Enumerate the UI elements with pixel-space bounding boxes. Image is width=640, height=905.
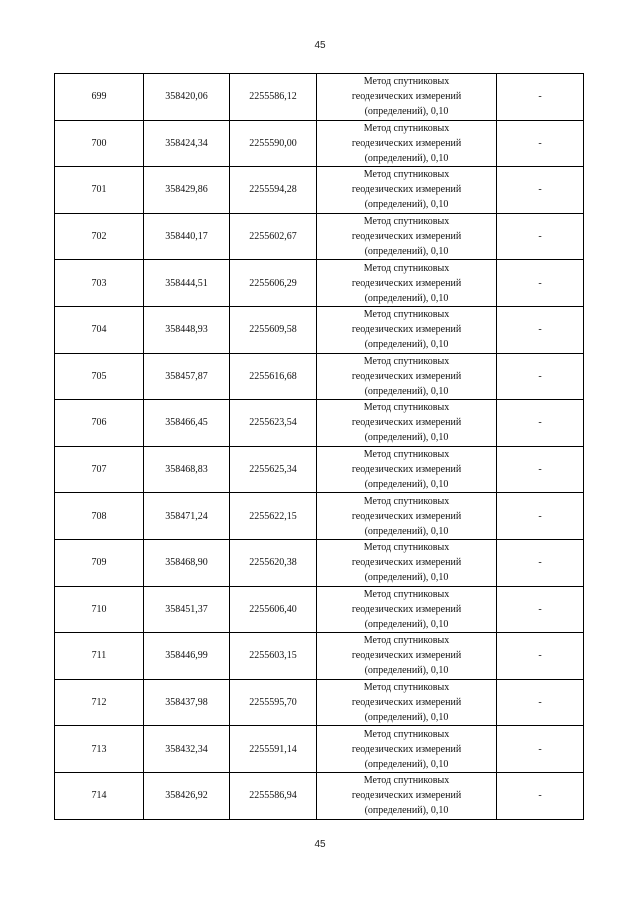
- method-cell: [317, 167, 497, 214]
- method-line: геодезических измерений: [351, 510, 462, 522]
- page-number-top: 45: [314, 40, 326, 51]
- method-line: (определений), 0,10: [364, 758, 449, 770]
- method-line: геодезических измерений: [351, 184, 462, 196]
- method-line: Метод спутниковых: [363, 309, 450, 321]
- method-line: Метод спутниковых: [363, 355, 450, 367]
- table-row: [55, 446, 584, 493]
- y-coordinate-cell: 2255591,14: [230, 726, 317, 773]
- table-row: [55, 74, 584, 121]
- method-line: геодезических измерений: [351, 743, 462, 755]
- note-cell: -: [497, 679, 584, 726]
- method-line: геодезических измерений: [351, 603, 462, 615]
- x-coordinate-cell: 358444,51: [144, 260, 230, 307]
- method-line: Метод спутниковых: [363, 542, 450, 554]
- x-coordinate-cell: 358429,86: [144, 167, 230, 214]
- note-cell: -: [497, 772, 584, 819]
- note-cell: -: [497, 539, 584, 586]
- point-number-cell: 704: [55, 306, 144, 353]
- method-line: (определений), 0,10: [364, 525, 449, 537]
- table-row: [55, 353, 584, 400]
- note-cell: -: [497, 586, 584, 633]
- x-coordinate-cell: 358468,83: [144, 446, 230, 493]
- method-cell: [317, 586, 497, 633]
- method-cell: [317, 493, 497, 540]
- y-coordinate-cell: 2255602,67: [230, 213, 317, 260]
- table-row: [55, 400, 584, 447]
- table-row: [55, 539, 584, 586]
- y-coordinate-cell: 2255609,58: [230, 306, 317, 353]
- y-coordinate-cell: 2255620,38: [230, 539, 317, 586]
- point-number-cell: 709: [55, 539, 144, 586]
- method-line: геодезических измерений: [351, 231, 462, 243]
- method-line: геодезических измерений: [351, 464, 462, 476]
- point-number-cell: 702: [55, 213, 144, 260]
- method-line: Метод спутниковых: [363, 76, 450, 88]
- method-line: геодезических измерений: [351, 417, 462, 429]
- method-cell: [317, 679, 497, 726]
- method-cell: [317, 539, 497, 586]
- x-coordinate-cell: 358424,34: [144, 120, 230, 167]
- method-cell: [317, 446, 497, 493]
- point-number-cell: 710: [55, 586, 144, 633]
- note-cell: -: [497, 260, 584, 307]
- table-row: [55, 493, 584, 540]
- method-line: (определений), 0,10: [364, 339, 449, 351]
- method-cell: [317, 213, 497, 260]
- method-line: геодезических измерений: [351, 324, 462, 336]
- method-cell: [317, 74, 497, 121]
- x-coordinate-cell: 358471,24: [144, 493, 230, 540]
- note-cell: -: [497, 446, 584, 493]
- note-cell: -: [497, 306, 584, 353]
- method-line: геодезических измерений: [351, 790, 462, 802]
- note-cell: -: [497, 400, 584, 447]
- method-line: Метод спутниковых: [363, 588, 450, 600]
- method-line: (определений), 0,10: [364, 805, 449, 817]
- note-cell: -: [497, 213, 584, 260]
- point-number-cell: 703: [55, 260, 144, 307]
- method-line: Метод спутниковых: [363, 775, 450, 787]
- y-coordinate-cell: 2255603,15: [230, 633, 317, 680]
- method-line: Метод спутниковых: [363, 449, 450, 461]
- table-row: [55, 586, 584, 633]
- method-line: Метод спутниковых: [363, 682, 450, 694]
- method-line: Метод спутниковых: [363, 169, 450, 181]
- table-row: [55, 167, 584, 214]
- x-coordinate-cell: 358451,37: [144, 586, 230, 633]
- y-coordinate-cell: 2255595,70: [230, 679, 317, 726]
- point-number-cell: 713: [55, 726, 144, 773]
- y-coordinate-cell: 2255586,12: [230, 74, 317, 121]
- point-number-cell: 700: [55, 120, 144, 167]
- x-coordinate-cell: 358466,45: [144, 400, 230, 447]
- y-coordinate-cell: 2255623,54: [230, 400, 317, 447]
- method-cell: [317, 306, 497, 353]
- table-row: [55, 726, 584, 773]
- method-line: (определений), 0,10: [364, 479, 449, 491]
- point-number-cell: 705: [55, 353, 144, 400]
- x-coordinate-cell: 358432,34: [144, 726, 230, 773]
- x-coordinate-cell: 358457,87: [144, 353, 230, 400]
- point-number-cell: 706: [55, 400, 144, 447]
- table-row: [55, 633, 584, 680]
- method-line: геодезических измерений: [351, 91, 462, 103]
- y-coordinate-cell: 2255590,00: [230, 120, 317, 167]
- method-line: (определений), 0,10: [364, 246, 449, 258]
- note-cell: -: [497, 120, 584, 167]
- table-row: [55, 260, 584, 307]
- method-cell: [317, 726, 497, 773]
- y-coordinate-cell: 2255622,15: [230, 493, 317, 540]
- table-row: [55, 679, 584, 726]
- method-line: (определений), 0,10: [364, 106, 449, 118]
- table-row: [55, 120, 584, 167]
- coordinates-table-body: [55, 74, 584, 820]
- method-line: Метод спутниковых: [363, 635, 450, 647]
- x-coordinate-cell: 358440,17: [144, 213, 230, 260]
- method-line: геодезических измерений: [351, 650, 462, 662]
- x-coordinate-cell: 358468,90: [144, 539, 230, 586]
- note-cell: -: [497, 353, 584, 400]
- method-cell: [317, 633, 497, 680]
- method-line: Метод спутниковых: [363, 728, 450, 740]
- method-line: геодезических измерений: [351, 697, 462, 709]
- method-line: Метод спутниковых: [363, 262, 450, 274]
- note-cell: -: [497, 633, 584, 680]
- page-number-bottom: 45: [314, 839, 326, 850]
- method-cell: [317, 260, 497, 307]
- method-cell: [317, 772, 497, 819]
- method-line: (определений), 0,10: [364, 292, 449, 304]
- point-number-cell: 712: [55, 679, 144, 726]
- method-cell: [317, 120, 497, 167]
- note-cell: -: [497, 167, 584, 214]
- method-line: Метод спутниковых: [363, 495, 450, 507]
- point-number-cell: 708: [55, 493, 144, 540]
- method-line: (определений), 0,10: [364, 432, 449, 444]
- point-number-cell: 714: [55, 772, 144, 819]
- method-line: геодезических измерений: [351, 277, 462, 289]
- y-coordinate-cell: 2255616,68: [230, 353, 317, 400]
- method-cell: [317, 353, 497, 400]
- method-line: геодезических измерений: [351, 370, 462, 382]
- point-number-cell: 711: [55, 633, 144, 680]
- y-coordinate-cell: 2255586,94: [230, 772, 317, 819]
- y-coordinate-cell: 2255606,29: [230, 260, 317, 307]
- method-line: (определений), 0,10: [364, 665, 449, 677]
- x-coordinate-cell: 358426,92: [144, 772, 230, 819]
- x-coordinate-cell: 358437,98: [144, 679, 230, 726]
- note-cell: -: [497, 493, 584, 540]
- y-coordinate-cell: 2255606,40: [230, 586, 317, 633]
- x-coordinate-cell: 358448,93: [144, 306, 230, 353]
- method-line: (определений), 0,10: [364, 199, 449, 211]
- method-line: (определений), 0,10: [364, 152, 449, 164]
- table-row: [55, 306, 584, 353]
- x-coordinate-cell: 358420,06: [144, 74, 230, 121]
- method-line: Метод спутниковых: [363, 216, 450, 228]
- method-line: Метод спутниковых: [363, 122, 450, 134]
- x-coordinate-cell: 358446,99: [144, 633, 230, 680]
- note-cell: -: [497, 726, 584, 773]
- point-number-cell: 701: [55, 167, 144, 214]
- y-coordinate-cell: 2255594,28: [230, 167, 317, 214]
- table-row: [55, 772, 584, 819]
- note-cell: -: [497, 74, 584, 121]
- method-cell: [317, 400, 497, 447]
- y-coordinate-cell: 2255625,34: [230, 446, 317, 493]
- method-line: (определений), 0,10: [364, 385, 449, 397]
- point-number-cell: 707: [55, 446, 144, 493]
- point-number-cell: 699: [55, 74, 144, 121]
- method-line: (определений), 0,10: [364, 712, 449, 724]
- method-line: Метод спутниковых: [363, 402, 450, 414]
- method-line: геодезических измерений: [351, 137, 462, 149]
- table-row: [55, 213, 584, 260]
- method-line: геодезических измерений: [351, 557, 462, 569]
- method-line: (определений), 0,10: [364, 618, 449, 630]
- method-line: (определений), 0,10: [364, 572, 449, 584]
- coordinates-table: [54, 73, 584, 820]
